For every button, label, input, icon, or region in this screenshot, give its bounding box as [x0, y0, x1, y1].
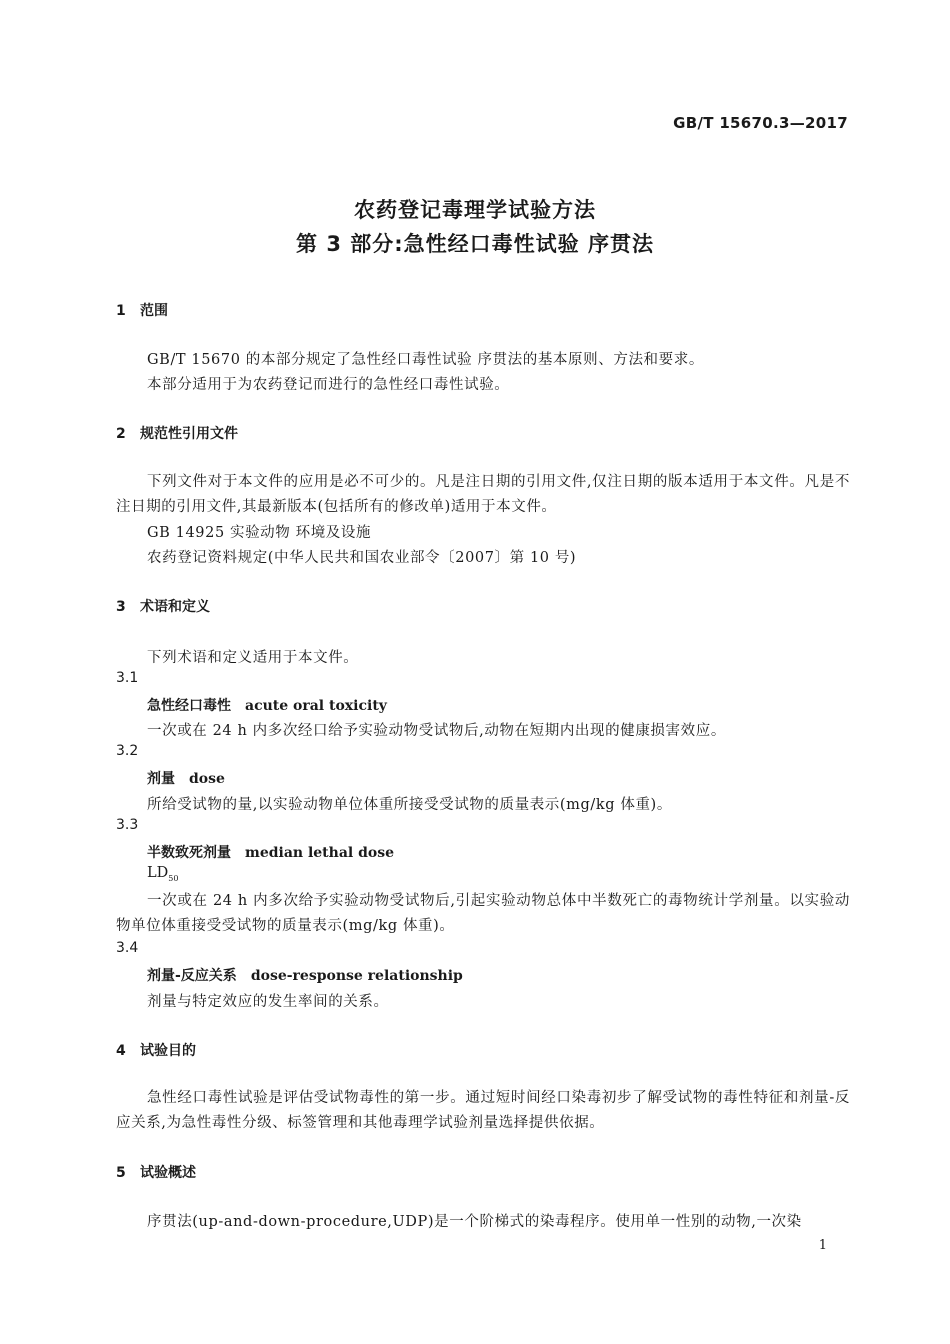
- term-english: median lethal dose: [245, 845, 395, 861]
- term-symbol: [147, 865, 178, 883]
- term-definition: 所给受试物的量,以实验动物单位体重所接受受试物的质量表示(mg/kg 体重)。: [147, 797, 672, 813]
- section-2-paragraph-1: 下列文件对于本文件的应用是必不可少的。凡是注日期的引用文件,仅注日期的版本适用于本文件。凡是不注日期的引用文件,其最新版本(包括所有的修改单)适用于本文件。: [116, 474, 850, 515]
- term-definition: 一次或在 24 h 内多次给予实验动物受试物后,引起实验动物总体中半数死亡的毒物统计学剂量。以实验动物单位体重接受受试物的质量表示(mg/kg 体重)。: [116, 893, 850, 934]
- term-heading: [147, 695, 387, 715]
- symbol-base: LD: [147, 865, 169, 881]
- section-4-paragraph-1: 急性经口毒性试验是评估受试物毒性的第一步。通过短时间经口染毒初步了解受试物的毒性特征和剂量-反应关系,为急性毒性分级、标签管理和其他毒理学试验剂量选择提供依据。: [116, 1090, 850, 1131]
- term-english: acute oral toxicity: [245, 698, 387, 714]
- section-1-heading: [116, 300, 168, 320]
- term-chinese: 急性经口毒性: [147, 698, 231, 714]
- document-title-line2: 第 3 部分:急性经口毒性试验 序贯法: [296, 232, 654, 256]
- section-title: 术语和定义: [140, 599, 210, 615]
- section-4-heading: [116, 1040, 196, 1060]
- term-heading: [147, 965, 463, 985]
- section-2-heading: [116, 423, 238, 443]
- section-number: 5: [116, 1165, 126, 1181]
- term-number: 3.1: [116, 670, 139, 686]
- section-number: 2: [116, 426, 126, 442]
- section-number: 3: [116, 599, 126, 615]
- term-chinese: 半数致死剂量: [147, 845, 231, 861]
- section-5-heading: [116, 1162, 196, 1182]
- section-3-intro: 下列术语和定义适用于本文件。: [147, 650, 359, 666]
- term-chinese: 剂量: [147, 771, 175, 787]
- document-title-line1: 农药登记毒理学试验方法: [354, 198, 596, 222]
- section-title: 规范性引用文件: [140, 426, 238, 442]
- section-1-paragraph-1: GB/T 15670 的本部分规定了急性经口毒性试验 序贯法的基本原则、方法和要求。: [147, 352, 704, 368]
- term-english: dose-response relationship: [250, 968, 463, 984]
- symbol-subscript: 50: [168, 873, 179, 883]
- section-1-paragraph-2: 本部分适用于为农药登记而进行的急性经口毒性试验。: [147, 377, 510, 393]
- normative-reference-1: GB 14925 实验动物 环境及设施: [147, 525, 372, 541]
- section-number: 4: [116, 1043, 126, 1059]
- term-heading: [147, 768, 225, 788]
- normative-reference-2: 农药登记资料规定(中华人民共和国农业部令〔2007〕第 10 号): [147, 550, 577, 566]
- section-number: 1: [116, 303, 126, 319]
- term-heading: [147, 842, 394, 862]
- term-definition: 一次或在 24 h 内多次经口给予实验动物受试物后,动物在短期内出现的健康损害效应。: [147, 723, 726, 739]
- term-number: 3.3: [116, 817, 139, 833]
- section-title: 试验概述: [140, 1165, 196, 1181]
- standard-code: GB/T 15670.3—2017: [673, 114, 848, 132]
- section-title: 范围: [140, 303, 168, 319]
- term-definition: 剂量与特定效应的发生率间的关系。: [147, 994, 389, 1010]
- page-number: 1: [818, 1238, 827, 1253]
- term-english: dose: [189, 771, 225, 787]
- term-number: 3.4: [116, 940, 139, 956]
- term-number: 3.2: [116, 743, 139, 759]
- section-5-paragraph-1: 序贯法(up-and-down-procedure,UDP)是一个阶梯式的染毒程序。使用单一性别的动物,一次染: [147, 1214, 802, 1230]
- section-3-heading: [116, 596, 210, 616]
- section-title: 试验目的: [140, 1043, 196, 1059]
- term-chinese: 剂量-反应关系: [147, 968, 237, 984]
